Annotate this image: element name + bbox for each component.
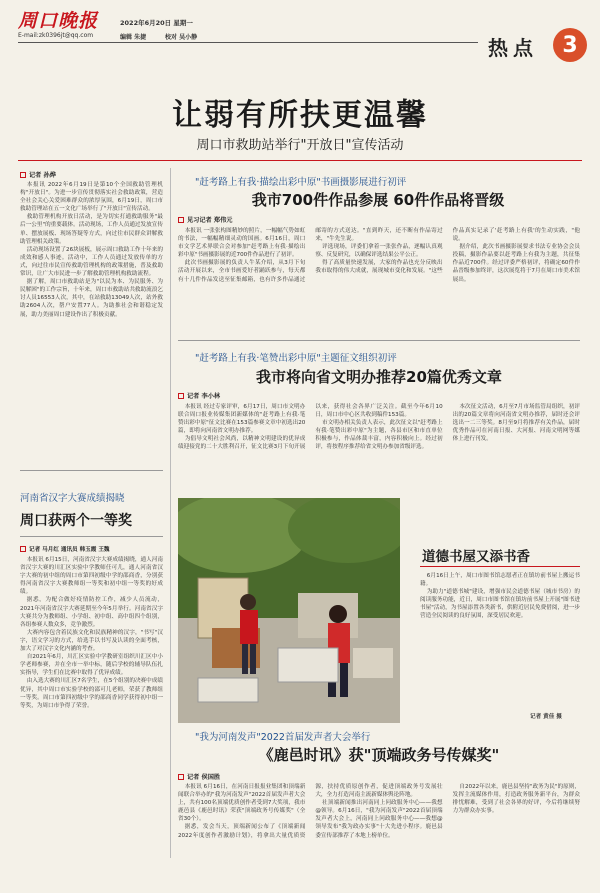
- page-number-badge: [553, 28, 587, 62]
- news-photo: [178, 498, 400, 723]
- story2-body: [178, 227, 580, 332]
- byline-box-icon: [178, 393, 184, 399]
- paragraph: 据了解，周口市救助站是为"以民为本、为民服务、为民解困"的工作宗旨，十年来，周口市救助站共救助流浪乞讨人员16553人次，其中，在站救助13049人次，站外救助2604人次，帮户安置77人。为助推社会和谐稳定发展，助力美丽周口建设作出了积极贡献。: [20, 279, 163, 318]
- paragraph: 得了高质量快速发展，大家的作品也充分反映出我市取得的伟大成就，展现城市变化和发展。"这些作品真实记录了'赶考路上有我'的生动实践，"他说。: [315, 228, 580, 275]
- divider: [20, 536, 163, 537]
- story4-byline: 记者 马月红 通讯员 韩玉霞 王魏: [20, 545, 110, 553]
- story2-headline: 我市700件作品参展 60件作品将晋级: [251, 191, 505, 209]
- paragraph: 救助管理机构开放日活动，是为切实打通救助服务"最后一公里"的重要载体。活动现场，工作人员通过发放宣传单、摆放展板、现场答疑等方式，向过往市民群众讲解救助管理相关政策。: [20, 214, 163, 245]
- paragraph: 据悉，为配合做好疫情防控工作，减少人员流动，2021年河南省汉字大赛延期至今年5月举行。河南省汉字大赛共分为教师组、小学组、初中组、高中组四个组别，各组参赛人数众多，竞争激烈。: [20, 597, 163, 628]
- paragraph: 自2021年6月，川汇区实验中学教研室组织川汇区中小学老师参赛，并在全市一举中标，随后学校的辅导队伍扎实指导，学生们在比赛中取得了优异成绩。: [20, 654, 163, 677]
- story6-kicker: "我为河南发声"2022首届发声者大会举行: [195, 732, 371, 743]
- paragraph: 社顶端新闻推出河南同上问政服务中心——我想@领导。6月16日，"我为河南发声"2022首届顶端发声者大会上，河南同上问政服务中心——我想@领导发布"我为政办实事"十大先进小程序。鹿邑县委宣传部推荐了本地上榜单位。: [315, 800, 443, 839]
- masthead-editor: 编辑 朱捷: [120, 34, 147, 41]
- paragraph: 市文明办相关负责人表示，此次征文以"赶考路上有我·笔赞出彩中原"为主题，各县市区和市直单位积极参与，作品体裁丰富，内容积极向上。经过初评，将按程序推荐给省文明办参加省级评选。: [315, 420, 443, 451]
- story6-body: [178, 783, 580, 879]
- byline-box-icon: [178, 774, 184, 780]
- story5-rule: [420, 566, 580, 567]
- paragraph: 活动现场设置了26块展板，展示周口救助工作十年来的成效和感人事迹。活动中，工作人员通过发放传单的方式，向过往市民宣传救助管理机构的政策措施，普及救助常识，让广大市民进一步了解救助管理机构救助流程。: [20, 246, 163, 278]
- story4-kicker: 河南省汉字大赛成绩揭晓: [20, 493, 125, 504]
- headline-rule: [18, 160, 582, 161]
- story1-byline: 记者 孙烨: [20, 170, 56, 179]
- story6-byline: 记者 侯国胜: [178, 772, 220, 781]
- paragraph: 据介绍，此次书画摄影展要求书法专业协会会员投稿，摄影作品要以赶考路上有我为主题，共征集作品近700件。经过评委严格初评，将确定60件作品晋级参加终评，这次展览将于7月在周口市美术馆展出。: [452, 244, 580, 283]
- byline-box-icon: [20, 546, 26, 552]
- story2-byline: 见习记者 郑伟元: [178, 215, 232, 224]
- masthead-rule: [18, 42, 478, 43]
- paragraph: 为倡导文明社会风尚，以精神文明建设的优异成绩迎接党的二十大胜利召开，征文比赛3月下旬开展以来，获得社会各界广泛关注。截至今年6月10日，周口市中心区共收到稿件153篇。: [178, 404, 443, 451]
- story4-headline: 周口获两个一等奖: [20, 513, 132, 529]
- page-number: 3: [562, 32, 578, 58]
- paragraph: 本报讯 6月15日，河南省汉字大赛成绩揭晓，通人河南省汉字大赛的川汇区实验中学教师任可儿，通人河南省汉字大赛的初中组的周口市第四初级中学的邵商香，分别获得河南省汉字大赛教师组一等奖和初中组一等奖的好成绩。: [20, 557, 163, 596]
- story3-body: [178, 403, 580, 493]
- story1-body: [20, 181, 163, 566]
- paragraph: 据悉，发会当天，顶端新闻公布了《顶端新闻2022年度创作者激励计划》，将拿出大量优质资源，扶持优质原创作者，促进顶端政务号发展壮大，全力打造河南主流新媒体舆论阵地。: [178, 784, 443, 839]
- byline-box-icon: [178, 217, 184, 223]
- masthead-date: 2022年6月20日 星期一: [120, 19, 193, 27]
- paragraph: 本次征文活动，6月至7月市场监管局组织，初评出的20篇文章将向河南省文明办推荐，届时还会评选出一二三等奖。8月至9月将推荐有关作品，届时优秀作品可在河南日报、大河报、河南文明网等媒体上进行刊发。: [452, 404, 580, 443]
- story6-headline: 《鹿邑时讯》获"顶端政务号传媒奖": [258, 746, 500, 764]
- masthead-email: E-mail:zk0396jt@qq.com: [18, 32, 94, 39]
- divider: [178, 340, 580, 341]
- paragraph: 本报讯 2022年6月19日是第10个全国救助管理机构"开放日"。为进一步宣传贯彻落实社会救助政策，营造全社会关心关爱困难群众的浓厚氛围，6月19日，周口市救助管理站在五一文化广场举行了"开放日"宣传活动。: [20, 182, 163, 213]
- masthead-logo: 周口晚报: [18, 10, 99, 32]
- story3-kicker: "赶考路上有我·笔赞出彩中原"主题征文组织初评: [195, 353, 397, 364]
- paragraph: 为助力"道德书城"建设，增强市民会道德书屋（城市书房）的阅读服务功能，近日，周口市图书馆在镇坊前书屋上开展"图书进书屋"活动，为书屋添置各类新书，供附近居民免费借阅，进一步营造全民阅读的良好氛围，深受居民欢迎。: [420, 589, 580, 620]
- story1-headline: 让弱有所扶更温馨: [172, 98, 428, 133]
- story4-body: [20, 556, 163, 851]
- byline-box-icon: [20, 172, 26, 178]
- paragraph: 本报讯 一张张构图精妙的照片，一幅幅气势如虹的书法，一幅幅精细灵动的国画。6月16日，周口市文学艺术界联合会对参加"赶考路上有我·描绘出彩中原"书画摄影展的近700件作品进行了初评。: [178, 228, 306, 259]
- section-title: 热点: [488, 36, 538, 60]
- masthead: [0, 0, 600, 68]
- story5-headline: 道德书屋又添书香: [422, 549, 530, 565]
- story3-headline: 我市将向省文明办推荐20篇优秀文章: [256, 368, 502, 386]
- masthead-proofreader: 校对 吴小静: [165, 34, 198, 41]
- photo-credit: 记者 黄佳 摄: [530, 714, 562, 720]
- paragraph: 本报讯 经过专家评审，6月17日，周口市文明办联合周口报业传媒集团新媒体的"赶考路上有我·笔赞出彩中原"征文比赛在153篇参赛文章中初选出20篇，即将向河南省文明办推荐。: [178, 404, 306, 435]
- paragraph: 由入选大赛的川汇区7名学生，在5个组别的决赛中成绩优异，其中周口市实验学校的邵可儿老师，荣获了教师组一等奖。周口市第四初级中学的邵商香同学获得初中组一等奖，为周口市争得了荣誉。: [20, 678, 163, 709]
- paragraph: 6月16日上午，周口市图书馆志愿者正在镇坊前书屋上搬运书籍。: [420, 573, 580, 588]
- story2-kicker: "赶考路上有我·描绘出彩中原"书画摄影展进行初评: [195, 177, 407, 188]
- paragraph: 此次书画摄影展的负责人牛某介绍，从3月下旬活动开展以来，全市书画爱好者踊跃参与，每天都有十几件作品发送至征集邮箱，也有许多作品通过邮寄的方式送达。"直到昨天，还不断有作品寄过来，"牛先生说。: [178, 228, 443, 283]
- photo-scene: [178, 498, 400, 723]
- paragraph: 本报讯 6月16日，在河南日报报业集团和顶端新闻联合举办的"我为河南发声"2022首届发声者大会上，共有100名顶端优质创作者受到7大奖项，我市鹿邑县《鹿邑时讯》荣获"顶端政务号传媒奖"（全省30个）。: [178, 784, 306, 823]
- story1-subhead: 周口市救助站举行"开放日"宣传活动: [196, 138, 404, 153]
- divider: [20, 470, 163, 471]
- paragraph: 大赛内容包含着民族文化和民族精神的汉字，"书写"汉字，语文学习的方式，给选手以书写及认读的全面考核，加大了对汉字文化内涵的考查。: [20, 629, 163, 653]
- paragraph: 自2022年以来，鹿邑县坚持"政务为民"的原则，发挥主流媒体作用，打造政务服务新平台，为群众排忧解难，受到了社会各界的好评，今后将继续努力为群众办实事。: [452, 784, 580, 815]
- story3-byline: 记者 李小林: [178, 391, 220, 400]
- paragraph: 评选现场，评委们拿着一张张作品，逐幅认真观察、反复研究，以确保评选结果公平公正。: [315, 244, 443, 259]
- story5-body: [420, 572, 580, 710]
- column-divider: [170, 168, 171, 858]
